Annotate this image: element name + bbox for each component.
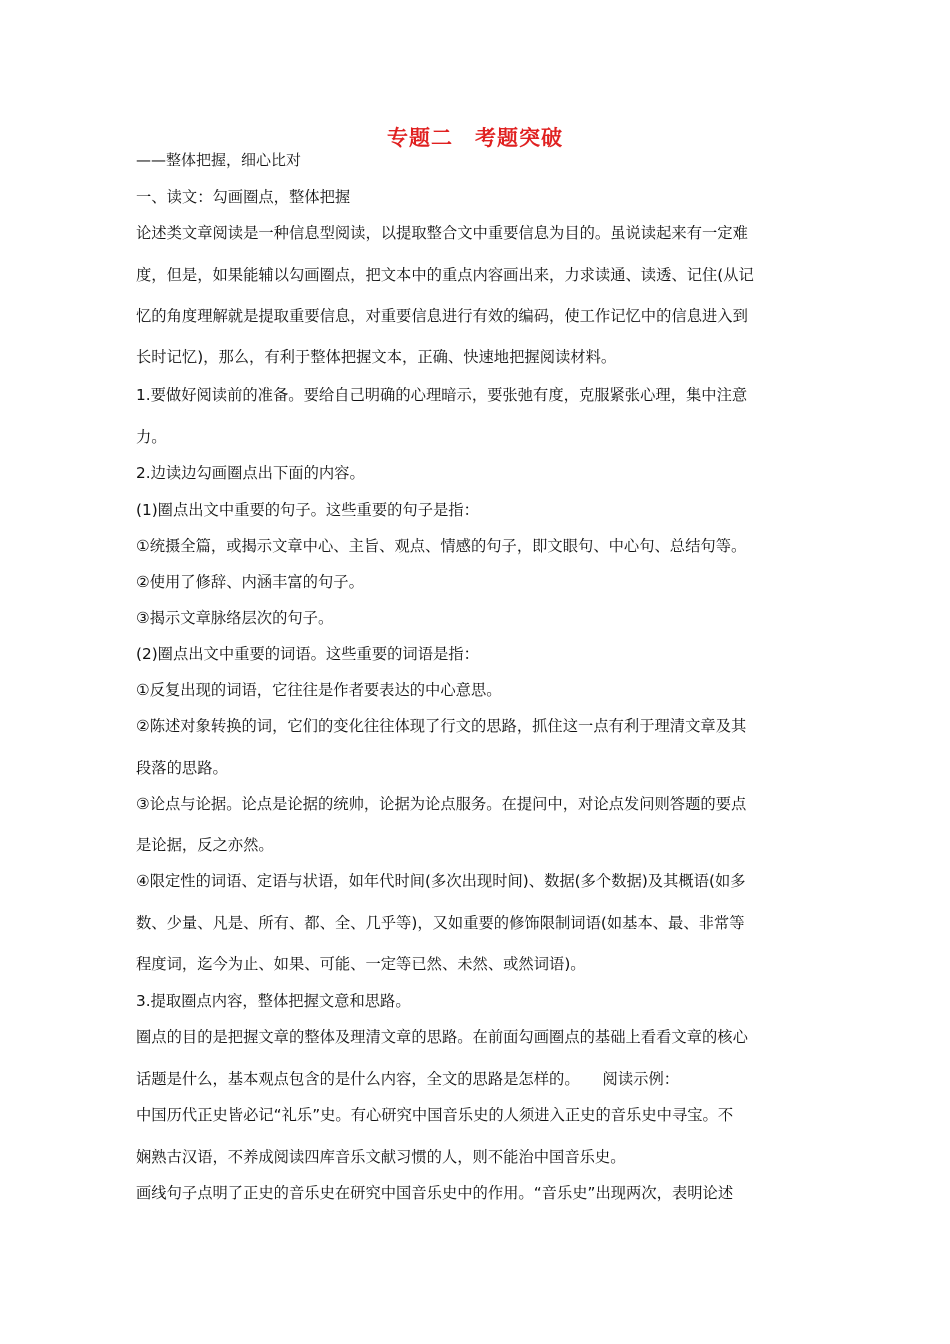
page-title: 专题二 考题突破 xyxy=(387,126,563,150)
section-heading: 一、读文：勾画圈点，整体把握 xyxy=(136,188,351,206)
paragraph-line: 是论据，反之亦然。 xyxy=(136,836,274,854)
paragraph-line: ④限定性的词语、定语与状语，如年代时间(多次出现时间)、数据(多个数据)及其概语(如多 xyxy=(136,872,746,890)
paragraph-line: 数、少量、凡是、所有、都、全、几乎等)，又如重要的修饰限制词语(如基本、最、非常等 xyxy=(136,914,745,932)
paragraph-line: 3.提取圈点内容，整体把握文意和思路。 xyxy=(136,992,411,1010)
paragraph-line: 度，但是，如果能辅以勾画圈点，把文本中的重点内容画出来，力求读通、读透、记住(从记 xyxy=(136,266,754,284)
paragraph-line: ③论点与论据。论点是论据的统帅，论据为论点服务。在提问中，对论点发问则答题的要点 xyxy=(136,795,747,813)
paragraph-line: 画线句子点明了正史的音乐史在研究中国音乐史中的作用。“音乐史”出现两次，表明论述 xyxy=(136,1184,734,1202)
paragraph-line: 力。 xyxy=(136,428,167,446)
paragraph-line: 忆的角度理解就是提取重要信息，对重要信息进行有效的编码，使工作记忆中的信息进入到 xyxy=(136,307,748,325)
paragraph-line: (2)圈点出文中重要的词语。这些重要的词语是指： xyxy=(136,645,479,663)
subtitle: ——整体把握，细心比对 xyxy=(136,151,302,169)
paragraph-line: 2.边读边勾画圈点出下面的内容。 xyxy=(136,464,365,482)
paragraph-line: 长时记忆)，那么，有利于整体把握文本，正确、快速地把握阅读材料。 xyxy=(136,348,617,366)
paragraph-line: ①反复出现的词语，它往往是作者要表达的中心意思。 xyxy=(136,681,502,699)
paragraph-line: ①统摄全篇，或揭示文章中心、主旨、观点、情感的句子，即文眼句、中心句、总结句等。 xyxy=(136,537,747,555)
paragraph-line: ③揭示文章脉络层次的句子。 xyxy=(136,609,334,627)
paragraph-line: 1.要做好阅读前的准备。要给自己明确的心理暗示，要张弛有度，克服紧张心理，集中注意 xyxy=(136,386,748,404)
paragraph-line: 话题是什么，基本观点包含的是什么内容，全文的思路是怎样的。 阅读示例： xyxy=(136,1070,680,1088)
paragraph-line: 段落的思路。 xyxy=(136,759,228,777)
paragraph-line: 论述类文章阅读是一种信息型阅读，以提取整合文中重要信息为目的。虽说读起来有一定难 xyxy=(136,224,748,242)
paragraph-line: (1)圈点出文中重要的句子。这些重要的句子是指： xyxy=(136,501,479,519)
paragraph-line: 中国历代正史皆必记“礼乐”史。有心研究中国音乐史的人须进入正史的音乐史中寻宝。不 xyxy=(136,1106,734,1124)
paragraph-line: 圈点的目的是把握文章的整体及理清文章的思路。在前面勾画圈点的基础上看看文章的核心 xyxy=(136,1028,748,1046)
paragraph-line: ②陈述对象转换的词，它们的变化往往体现了行文的思路，抓住这一点有利于理清文章及其 xyxy=(136,717,747,735)
paragraph-line: 娴熟古汉语，不养成阅读四库音乐文献习惯的人，则不能治中国音乐史。 xyxy=(136,1148,626,1166)
paragraph-line: 程度词，迄今为止、如果、可能、一定等已然、未然、或然词语)。 xyxy=(136,955,586,973)
paragraph-line: ②使用了修辞、内涵丰富的句子。 xyxy=(136,573,364,591)
